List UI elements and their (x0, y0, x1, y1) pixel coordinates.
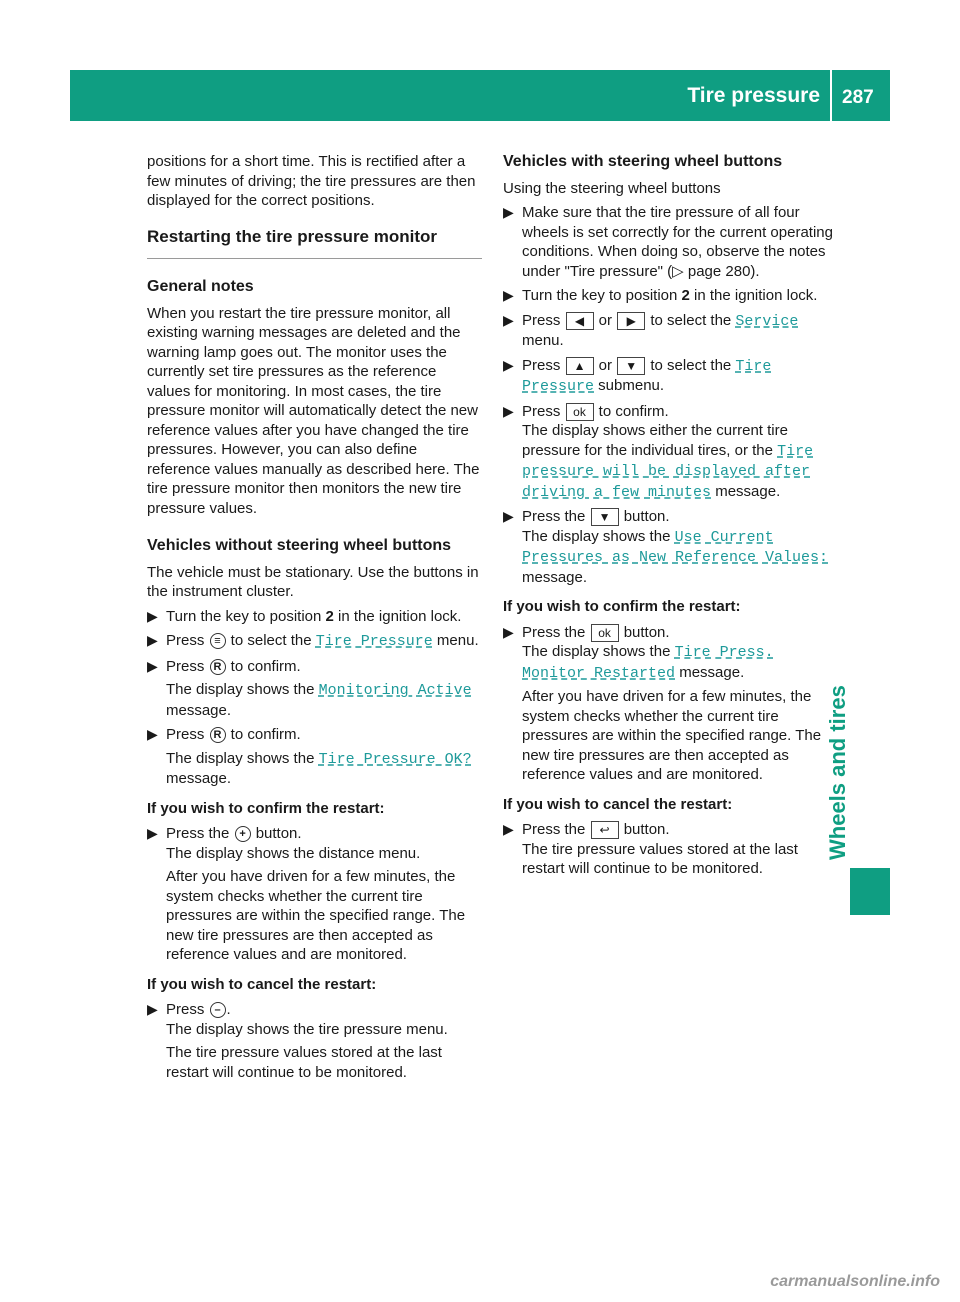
step-item: ▶ Press ≡ to select the Tire Pressure menu. (147, 632, 479, 650)
left-column (147, 152, 482, 1086)
display-text: Tire Press. Monitor Restarted (522, 644, 774, 682)
with-buttons-heading: Vehicles with steering wheel buttons (503, 153, 783, 170)
left-arrow-key-icon: ◀ (566, 312, 594, 330)
display-text: Tire pressure will be displayed after driving a few minutes (522, 442, 814, 501)
step-arrow-icon: ▶ (147, 607, 158, 624)
step-arrow-icon: ▶ (503, 356, 514, 373)
reset-button-icon: R (210, 659, 226, 675)
display-text: Use Current Pressures as New Reference Values: (522, 528, 829, 566)
step-arrow-icon: ▶ (147, 1001, 158, 1017)
display-text: Tire Pressure OK? (318, 750, 472, 768)
ok-key-icon: ok (566, 403, 594, 421)
step-item: ▶ Make sure that the tire pressure of all four wheels is set correctly for the current operating conditions. When doing so, observe the notes under "Tire pressure" (▷ page 280). (503, 204, 833, 280)
step-item: ▶ Turn the key to position 2 in the ignition lock. (503, 287, 818, 304)
step-item: ▶ Press – . The display shows the tire pressure menu. The tire pressure values stored at the last restart will continue to be monitored. (147, 1000, 482, 1082)
cancel-heading: If you wish to cancel the restart: (147, 975, 377, 993)
general-notes-heading: General notes (147, 278, 254, 295)
step-item: ▶ Press R to confirm. The display shows the Tire Pressure OK? message. (147, 725, 482, 789)
step-item: ▶ Press ▲ or ▼ to select the Tire Pressure submenu. (503, 356, 772, 395)
step-note: The tire pressure values stored at the last restart will continue to be monitored. (522, 840, 798, 877)
cancel-heading: If you wish to cancel the restart: (503, 795, 733, 813)
step-note: The display shows the Monitoring Active message. (166, 681, 472, 719)
page-title: Tire pressure (687, 84, 820, 107)
display-text: Tire Pressure (522, 357, 772, 395)
step-note: The display shows the tire pressure menu. (166, 1020, 448, 1038)
section-heading: Restarting the tire pressure monitor (147, 227, 482, 260)
step-item: ▶ Press ◀ or ▶ to select the Service menu. (503, 311, 799, 349)
step-note: The display shows the Tire Pressure OK? message. (166, 749, 472, 787)
step-note: The display shows the distance menu. (166, 844, 421, 862)
back-key-icon: ↩ (591, 821, 619, 839)
ok-key-icon: ok (591, 624, 619, 642)
step-item: ▶ Press ok to confirm. The display shows either the current tire pressure for the individual tires, or the Tire pressure will be displayed after driving a few minutes message. (503, 402, 838, 503)
step-note: The tire pressure values stored at the last restart will continue to be monitored. (166, 1044, 442, 1081)
down-arrow-key-icon: ▼ (591, 508, 619, 526)
display-text: Tire Pressure (315, 633, 433, 650)
step-arrow-icon: ▶ (503, 821, 514, 837)
side-tab-label: Wheels and tires (825, 685, 850, 860)
header-divider (830, 70, 832, 121)
step-note: After you have driven for a few minutes, the system checks whether the current tire pressures are within the specified range. The new tire pressures are then accepted as reference values and are monitored. (522, 688, 822, 783)
step-arrow-icon: ▶ (503, 204, 514, 220)
without-buttons-heading: Vehicles without steering wheel buttons (147, 537, 452, 554)
step-arrow-icon: ▶ (503, 623, 514, 640)
step-item: ▶ Press the ▼ button. The display shows the Use Current Pressures as New Reference Values: message. (503, 507, 838, 587)
step-item: ▶ Press the ok button. The display shows the Tire Press. Monitor Restarted message. After you have driven for a few minutes, the system checks whether the current tire pressures are within the specified range. The new tire pressures are then accepted as reference values and are monitored. (503, 623, 838, 785)
page-number: 287 (842, 87, 874, 108)
confirm-heading: If you wish to confirm the restart: (503, 598, 741, 615)
watermark: carmanualsonline.info (770, 1273, 940, 1290)
step-arrow-icon: ▶ (147, 726, 158, 742)
plus-button-icon: + (235, 826, 251, 842)
display-text: Monitoring Active (318, 682, 472, 699)
reset-button-icon: R (210, 727, 226, 743)
right-arrow-key-icon: ▶ (617, 312, 645, 330)
step-arrow-icon: ▶ (503, 311, 514, 328)
step-item: ▶ Turn the key to position 2 in the ignition lock. (147, 607, 462, 625)
step-arrow-icon: ▶ (503, 287, 514, 303)
step-note: The display shows the Tire Press. Monitor Restarted message. (522, 643, 774, 682)
step-note: The display shows the Use Current Pressures as New Reference Values: message. (522, 527, 829, 586)
step-item: ▶ Press the + button. The display shows the distance menu. After you have driven for a few minutes, the system checks whether the current tire pressures are within the specified range. The new tire pressures are then accepted as reference values and are monitored. (147, 824, 482, 965)
display-text: Service (735, 312, 799, 330)
side-tab-marker (850, 868, 890, 915)
minus-button-icon: – (210, 1002, 226, 1018)
step-item: ▶ Press R to confirm. The display shows the Monitoring Active message. (147, 657, 482, 721)
step-item: ▶ Press the ↩ button. The tire pressure values stored at the last restart will continue to be monitored. (503, 820, 838, 879)
step-arrow-icon: ▶ (147, 657, 158, 674)
without-buttons-text: The vehicle must be stationary. Use the buttons in the instrument cluster. (147, 563, 479, 600)
general-notes-text: When you restart the tire pressure monitor, all existing warning messages are deleted and the warning lamp goes out. The monitor uses the currently set tire pressures as the reference values for monitoring. In most cases, the tire pressure monitor will automatically detect the new reference values after you have changed the tire pressures. However, you can also define reference values manually as described here. The tire pressure monitor then monitors the new tire pressure values. (147, 304, 480, 517)
with-buttons-text: Using the steering wheel buttons (503, 179, 721, 197)
up-arrow-key-icon: ▲ (566, 357, 594, 375)
down-arrow-key-icon: ▼ (617, 357, 645, 375)
menu-button-icon: ≡ (210, 633, 226, 649)
step-arrow-icon: ▶ (503, 402, 514, 419)
step-arrow-icon: ▶ (147, 632, 158, 648)
step-note: After you have driven for a few minutes, the system checks whether the current tire pressures are within the specified range. The new tire pressures are then accepted as reference values and are monitored. (166, 868, 466, 963)
right-column (503, 152, 838, 883)
intro-paragraph: positions for a short time. This is rectified after a few minutes of driving; the tire pressures are then displayed for the correct positions. (147, 153, 476, 209)
step-arrow-icon: ▶ (147, 825, 158, 841)
confirm-heading: If you wish to confirm the restart: (147, 799, 385, 817)
step-note: The display shows either the current tire pressure for the individual tires, or the Tire pressure will be displayed after driving a few minutes message. (522, 422, 814, 501)
step-arrow-icon: ▶ (503, 508, 514, 524)
